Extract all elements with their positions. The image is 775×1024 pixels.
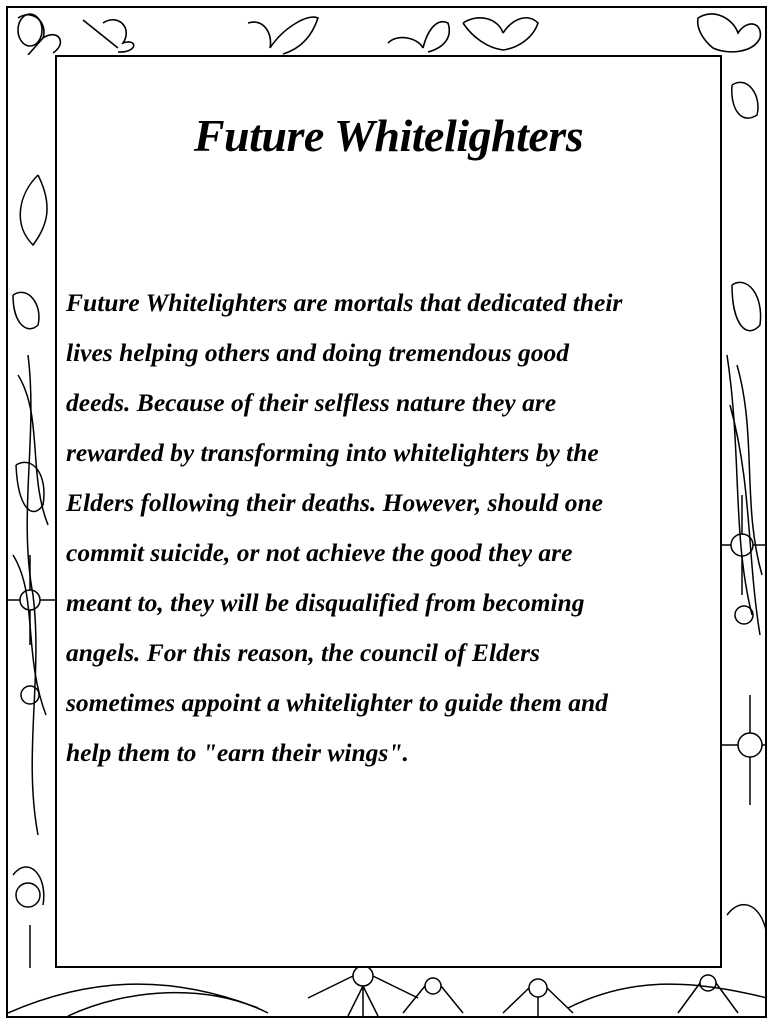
body-line: help them to "earn their wings".: [66, 738, 409, 767]
body-paragraph: [66, 278, 726, 778]
body-line: sometimes appoint a whitelighter to guide them and: [66, 688, 608, 717]
body-line: deeds. Because of their selfless nature they are: [66, 388, 557, 417]
body-line: angels. For this reason, the council of Elders: [66, 638, 540, 667]
page-title: Future Whitelighters: [193, 109, 584, 161]
daisy-border-bottom-icon: [8, 968, 767, 1018]
body-line: lives helping others and doing tremendous good: [66, 338, 569, 367]
body-line: commit suicide, or not achieve the good they are: [66, 538, 573, 567]
floral-border-left-icon: [8, 55, 55, 968]
body-line: rewarded by transforming into whitelighters by the: [66, 438, 599, 467]
body-line: meant to, they will be disqualified from becoming: [66, 588, 585, 617]
butterfly-border-top-icon: [8, 8, 767, 55]
body-line: Future Whitelighters are mortals that dedicated their: [66, 288, 623, 317]
grass-border-right-icon: [722, 55, 767, 968]
body-line: Elders following their deaths. However, should one: [66, 488, 603, 517]
